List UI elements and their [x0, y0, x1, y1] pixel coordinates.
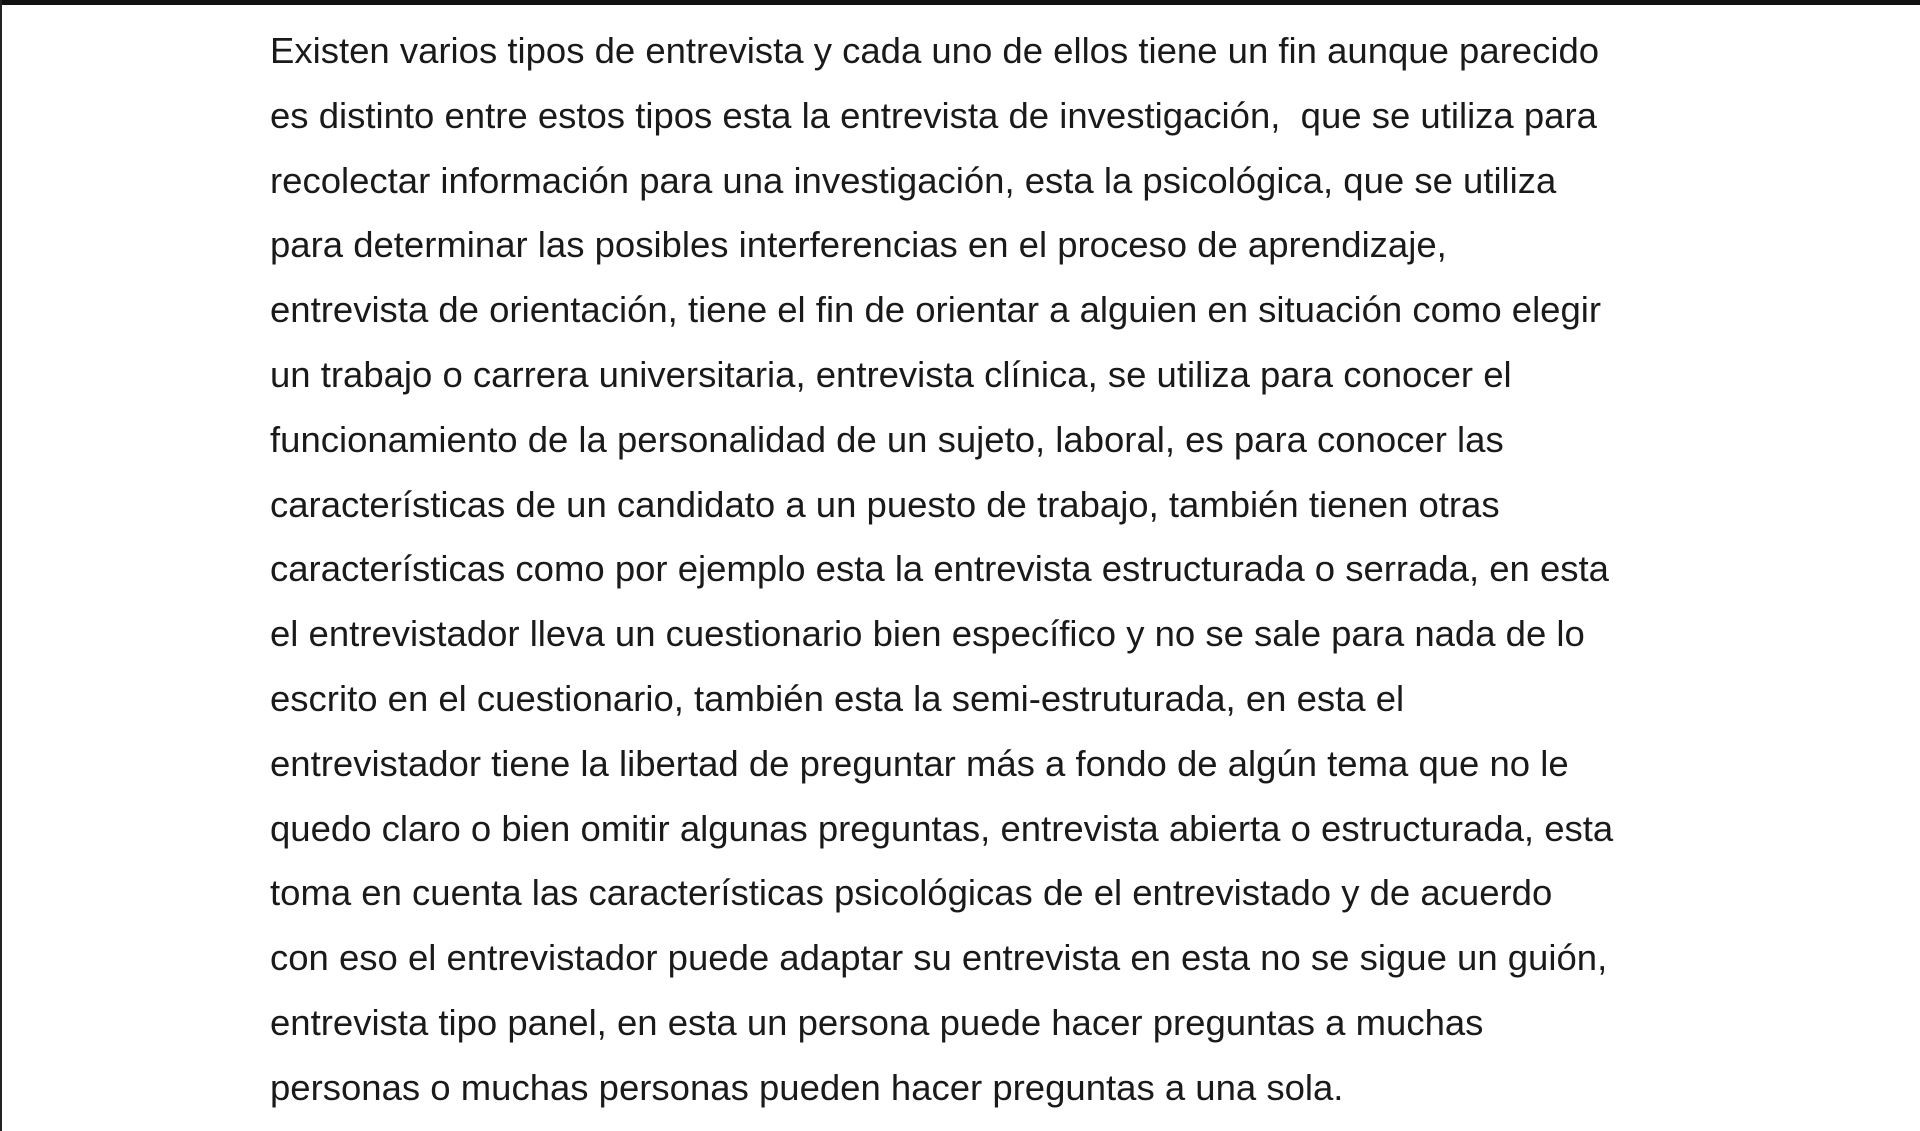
text-line: funcionamiento de la personalidad de un sujeto, laboral, es para conocer las [270, 418, 1504, 460]
text-line: características de un candidato a un puesto de trabajo, también tienen otras [270, 483, 1500, 525]
text-line: entrevista tipo panel, en esta un persona puede hacer preguntas a muchas [270, 1001, 1484, 1043]
body-paragraph [270, 19, 1613, 1121]
text-line: entrevista de orientación, tiene el fin de orientar a alguien en situación como elegir [270, 289, 1602, 331]
text-line: con eso el entrevistador puede adaptar su entrevista en esta no se sigue un guión, [270, 937, 1608, 979]
text-line: recolectar información para una investigación, esta la psicológica, que se utiliza [270, 159, 1557, 201]
text-line: toma en cuenta las características psicológicas de el entrevistado y de acuerdo [270, 872, 1553, 914]
text-line: el entrevistador lleva un cuestionario bien específico y no se sale para nada de lo [270, 613, 1585, 655]
text-line: quedo claro o bien omitir algunas preguntas, entrevista abierta o estructurada, esta [270, 807, 1614, 849]
text-line: es distinto entre estos tipos esta la entrevista de investigación, que se utiliza para [270, 94, 1597, 136]
text-line: entrevistador tiene la libertad de preguntar más a fondo de algún tema que no le [270, 742, 1569, 784]
text-line: para determinar las posibles interferencias en el proceso de aprendizaje, [270, 224, 1447, 266]
text-line: características como por ejemplo esta la entrevista estructurada o serrada, en esta [270, 548, 1609, 590]
text-line: un trabajo o carrera universitaria, entrevista clínica, se utiliza para conocer el [270, 353, 1512, 395]
text-line: escrito en el cuestionario, también esta la semi-estruturada, en esta el [270, 677, 1405, 719]
document-page[interactable] [2, 5, 1920, 1131]
text-line: Existen varios tipos de entrevista y cada uno de ellos tiene un fin aunque parecido [270, 30, 1600, 71]
text-line: personas o muchas personas pueden hacer preguntas a una sola. [270, 1066, 1344, 1108]
